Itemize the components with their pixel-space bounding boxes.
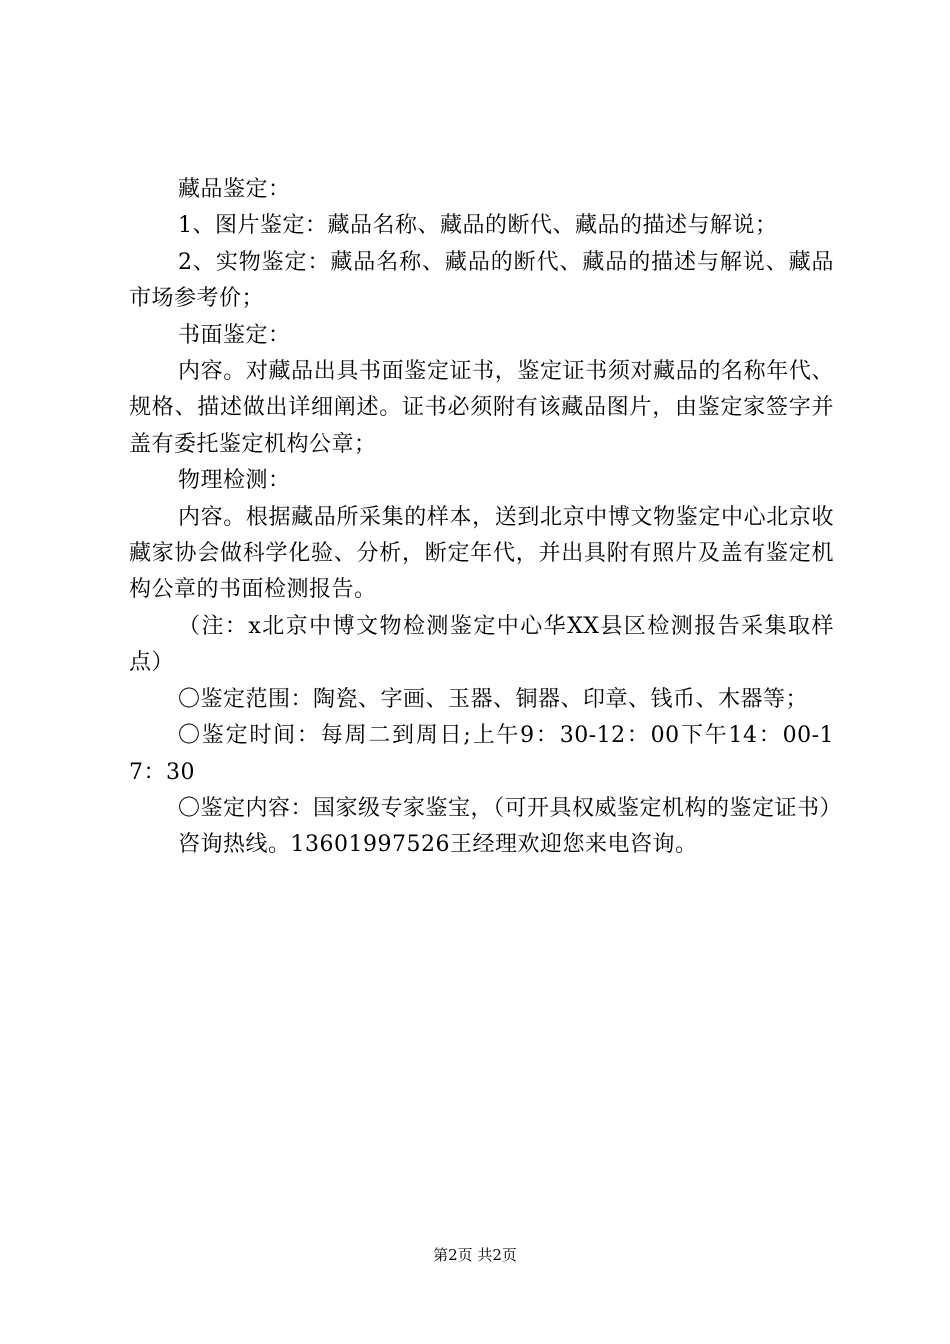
paragraph-appraisal-time: 〇鉴定时间：每周二到周日;上午9：30-12：00下午14：00-17：30 (129, 723, 834, 785)
paragraph-heading-written-appraisal: 书面鉴定： (178, 322, 291, 348)
paragraph-heading-collection-appraisal: 藏品鉴定： (178, 177, 291, 202)
paragraph-photo-appraisal: 1、图片鉴定：藏品名称、藏品的断代、藏品的描述与解说； (178, 213, 778, 239)
paragraph-physical-appraisal: 2、实物鉴定：藏品名称、藏品的断代、藏品的描述与解说、藏品市场参考价； (129, 249, 834, 312)
paragraph-hotline: 咨询热线。13601997526王经理欢迎您来电咨询。 (178, 832, 698, 858)
paragraph-appraisal-content: 〇鉴定内容：国家级专家鉴宝，（可开具权威鉴定机构的鉴定证书） (178, 795, 843, 821)
paragraph-heading-physical-testing: 物理检测： (178, 468, 291, 494)
paragraph-appraisal-scope: 〇鉴定范围：陶瓷、字画、玉器、铜器、印章、钱币、木器等； (178, 686, 809, 712)
paragraph-physical-testing-content: 内容。根据藏品所采集的样本，送到北京中博文物鉴定中心北京收藏家协会做科学化验、分析，断定年代，并出具附有照片及盖有鉴定机构公章的书面检测报告。 (129, 504, 834, 603)
paragraph-note: （注：x北京中博文物检测鉴定中心华XX县区检测报告采集取样点） (129, 613, 834, 676)
document-body (129, 172, 843, 864)
page-number-footer: 第2页 共2页 (433, 1246, 517, 1264)
paragraph-written-appraisal-content: 内容。对藏品出具书面鉴定证书，鉴定证书须对藏品的名称年代、规格、描述做出详细阐述。证书必须附有该藏品图片，由鉴定家签字并盖有委托鉴定机构公章； (129, 359, 834, 457)
